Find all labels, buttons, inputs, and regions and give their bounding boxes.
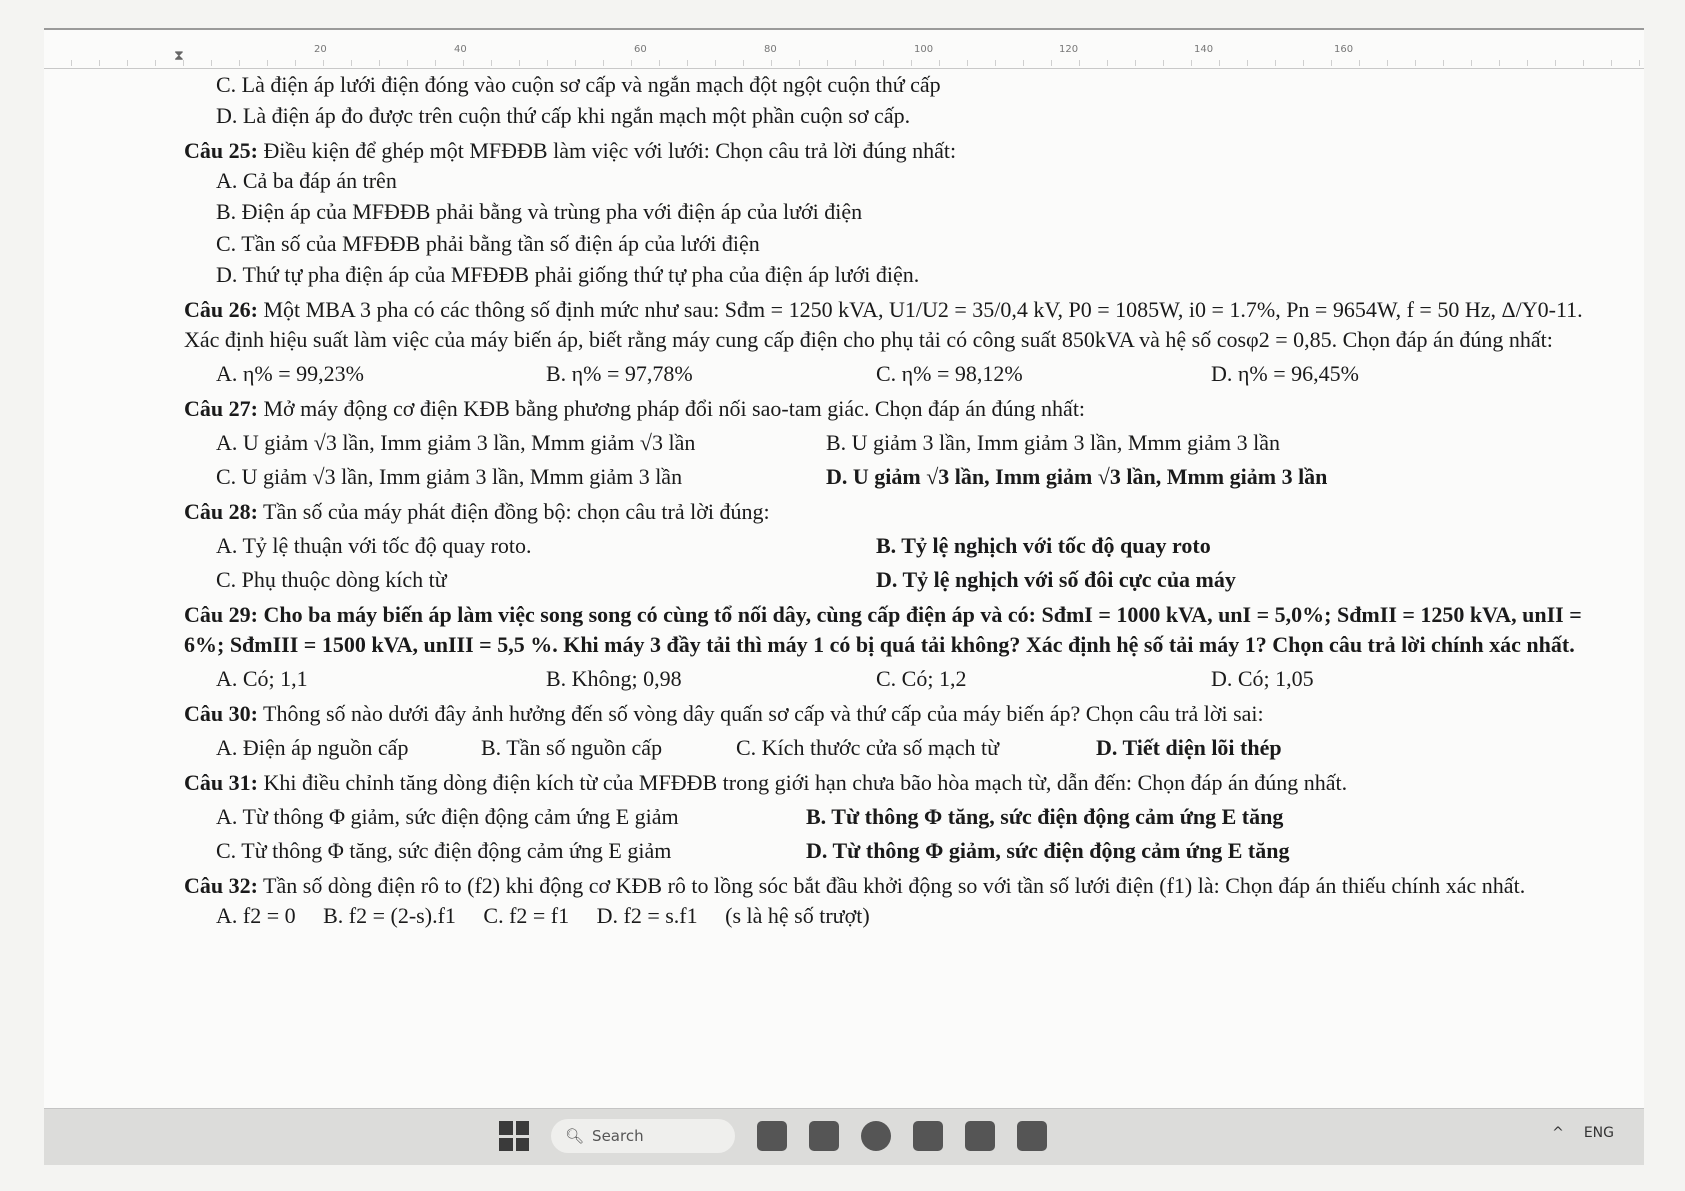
q26-option-a: A. η% = 99,23% — [216, 361, 364, 387]
question-label: Câu 30: — [184, 700, 258, 726]
search-label: Search — [592, 1127, 644, 1145]
taskbar — [44, 1108, 1644, 1165]
search-icon: 🔍︎ — [565, 1127, 585, 1145]
q29-options — [184, 664, 1604, 694]
q24-option-d: D. Là điện áp đo được trên cuộn thứ cấp khi ngắn mạch một phần cuộn sơ cấp. — [216, 103, 911, 129]
windows-start-icon[interactable] — [499, 1121, 529, 1151]
question-text: Mở máy động cơ điện KĐB bằng phương pháp đổi nối sao-tam giác. Chọn đáp án đúng nhất: — [257, 395, 1086, 421]
q24-option-c: C. Là điện áp lưới điện đóng vào cuộn sơ cấp và ngắn mạch đột ngột cuộn thứ cấp — [216, 72, 941, 97]
q32-options: A. f2 = 0 B. f2 = (2-s).f1 C. f2 = f1 D. f2 = s.f1 (s là hệ số trượt) — [216, 902, 870, 928]
q28-option-a: A. Tỷ lệ thuận với tốc độ quay roto. — [216, 533, 532, 559]
widgets-icon[interactable] — [757, 1121, 787, 1151]
ruler-mark: 140 — [1194, 44, 1214, 55]
question-28 — [184, 497, 1604, 527]
q30-option-a: A. Điện áp nguồn cấp — [216, 735, 409, 761]
question-31 — [184, 768, 1604, 798]
question-label: Câu 26: — [184, 296, 258, 322]
question-25 — [184, 136, 1604, 166]
file-explorer-icon[interactable] — [809, 1121, 839, 1151]
q28-option-b: B. Tỷ lệ nghịch với tốc độ quay roto — [876, 533, 1211, 559]
question-label: Câu 32: — [184, 872, 258, 898]
q31-options-row2 — [184, 836, 1604, 866]
q26-option-d: D. η% = 96,45% — [1211, 361, 1359, 387]
document-window — [44, 28, 1644, 1165]
word-icon[interactable] — [1017, 1121, 1047, 1151]
question-27 — [184, 394, 1604, 424]
question-32 — [184, 871, 1604, 901]
q31-option-b: B. Từ thông Φ tăng, sức điện động cảm ứng E tăng — [806, 803, 1284, 829]
q25-option-a: A. Cả ba đáp án trên — [216, 168, 397, 194]
question-label: Câu 25: — [184, 137, 258, 163]
taskbar-search[interactable] — [551, 1119, 735, 1153]
horizontal-ruler[interactable] — [44, 40, 1644, 69]
ruler-mark: 60 — [634, 44, 647, 55]
taskbar-apps — [499, 1119, 1047, 1153]
language-indicator[interactable]: ENG — [1583, 1125, 1614, 1141]
q27-options-row2 — [184, 462, 1604, 492]
document-body[interactable] — [184, 70, 1604, 932]
chevron-up-icon[interactable]: ^ — [1552, 1125, 1564, 1141]
q27-option-c: C. U giảm √3 lần, Imm giảm 3 lần, Mmm giảm 3 lần — [216, 464, 683, 490]
q26-option-c: C. η% = 98,12% — [876, 361, 1023, 387]
system-tray — [1552, 1125, 1614, 1141]
ruler-mark: 100 — [914, 44, 934, 55]
q27-options-row1 — [184, 428, 1604, 458]
question-text: Tần số dòng điện rô to (f2) khi động cơ KĐB rô to lồng sóc bắt đầu khởi động so với tần số lưới điện (f1) là: Chọn đáp án thiếu chính xác nhất. — [257, 872, 1526, 898]
indent-marker-icon[interactable]: ⧗ — [174, 48, 184, 64]
q26-options — [184, 359, 1604, 389]
question-label: Câu 31: — [184, 769, 258, 795]
question-label: Câu 28: — [184, 498, 258, 524]
ruler-mark: 40 — [454, 44, 467, 55]
q28-options-row1 — [184, 531, 1604, 561]
question-text: Khi điều chỉnh tăng dòng điện kích từ của MFĐĐB trong giới hạn chưa bão hòa mạch từ, dẫn đến: Chọn đáp án đúng nhất. — [257, 769, 1348, 795]
q31-options-row1 — [184, 802, 1604, 832]
question-text: Điều kiện để ghép một MFĐĐB làm việc với lưới: Chọn câu trả lời đúng nhất: — [257, 137, 957, 163]
question-text: Tần số của máy phát điện đồng bộ: chọn câu trả lời đúng: — [257, 498, 770, 524]
q28-options-row2 — [184, 565, 1604, 595]
q29-option-a: A. Có; 1,1 — [216, 666, 308, 692]
q30-option-d: D. Tiết diện lõi thép — [1096, 735, 1282, 761]
q29-option-d: D. Có; 1,05 — [1211, 666, 1314, 692]
q28-option-c: C. Phụ thuộc dòng kích từ — [216, 567, 447, 593]
chrome-icon[interactable] — [861, 1121, 891, 1151]
ruler-mark: 80 — [764, 44, 777, 55]
folder-icon[interactable] — [965, 1121, 995, 1151]
q31-option-c: C. Từ thông Φ tăng, sức điện động cảm ứng E giảm — [216, 838, 672, 864]
q27-option-b: B. U giảm 3 lần, Imm giảm 3 lần, Mmm giảm 3 lần — [826, 429, 1280, 455]
q31-option-a: A. Từ thông Φ giảm, sức điện động cảm ứng E giảm — [216, 803, 679, 829]
q29-option-b: B. Không; 0,98 — [546, 666, 682, 692]
q30-option-c: C. Kích thước cửa số mạch từ — [736, 735, 1000, 761]
q30-options — [184, 733, 1604, 763]
question-29 — [184, 600, 1604, 661]
q25-option-b: B. Điện áp của MFĐĐB phải bằng và trùng pha với điện áp của lưới điện — [216, 199, 863, 225]
q27-option-a: A. U giảm √3 lần, Imm giảm 3 lần, Mmm giảm √3 lần — [216, 429, 696, 455]
q28-option-d: D. Tỷ lệ nghịch với số đôi cực của máy — [876, 567, 1236, 593]
q31-option-d: D. Từ thông Φ giảm, sức điện động cảm ứng E tăng — [806, 838, 1290, 864]
q29-option-c: C. Có; 1,2 — [876, 666, 967, 692]
question-label: Câu 27: — [184, 395, 258, 421]
question-label: Câu 29: — [184, 601, 258, 627]
ruler-mark: 120 — [1059, 44, 1079, 55]
q26-option-b: B. η% = 97,78% — [546, 361, 693, 387]
q25-option-d: D. Thứ tự pha điện áp của MFĐĐB phải giống thứ tự pha của điện áp lưới điện. — [216, 262, 920, 288]
question-text: Một MBA 3 pha có các thông số định mức như sau: Sđm = 1250 kVA, U1/U2 = 35/0,4 kV, P0 = 1085W, i0 = 1.7%, Pn = 9654W, f = 50 Hz, Δ/Y0-11. Xác định hiệu suất làm việc của máy biến áp, biết rằng máy cung cấp điện cho phụ tải có công suất 850kVA và hệ số cosφ2 = 0,85. Chọn đáp án đúng nhất: — [184, 296, 1583, 352]
ruler-mark: 20 — [314, 44, 327, 55]
question-30 — [184, 699, 1604, 729]
question-text: Cho ba máy biến áp làm việc song song có cùng tổ nối dây, cùng cấp điện áp và có: SđmI = 1000 kVA, unI = 5,0%; SđmII = 1250 kVA, unII = 6%; SđmIII = 1500 kVA, unIII = 5,5 %. Khi máy 3 đầy tải thì máy 1 có bị quá tải không? Xác định hệ số tải máy 1? Chọn câu trả lời chính xác nhất. — [184, 601, 1582, 658]
q27-option-d: D. U giảm √3 lần, Imm giảm √3 lần, Mmm giảm 3 lần — [826, 464, 1328, 490]
question-26 — [184, 295, 1604, 356]
question-text: Thông số nào dưới đây ảnh hưởng đến số vòng dây quấn sơ cấp và thứ cấp của máy biến áp? Chọn câu trả lời sai: — [257, 700, 1264, 726]
ruler-mark: 160 — [1334, 44, 1354, 55]
powerpoint-icon[interactable] — [913, 1121, 943, 1151]
q25-option-c: C. Tần số của MFĐĐB phải bằng tần số điện áp của lưới điện — [216, 230, 760, 256]
q30-option-b: B. Tần số nguồn cấp — [481, 735, 663, 761]
